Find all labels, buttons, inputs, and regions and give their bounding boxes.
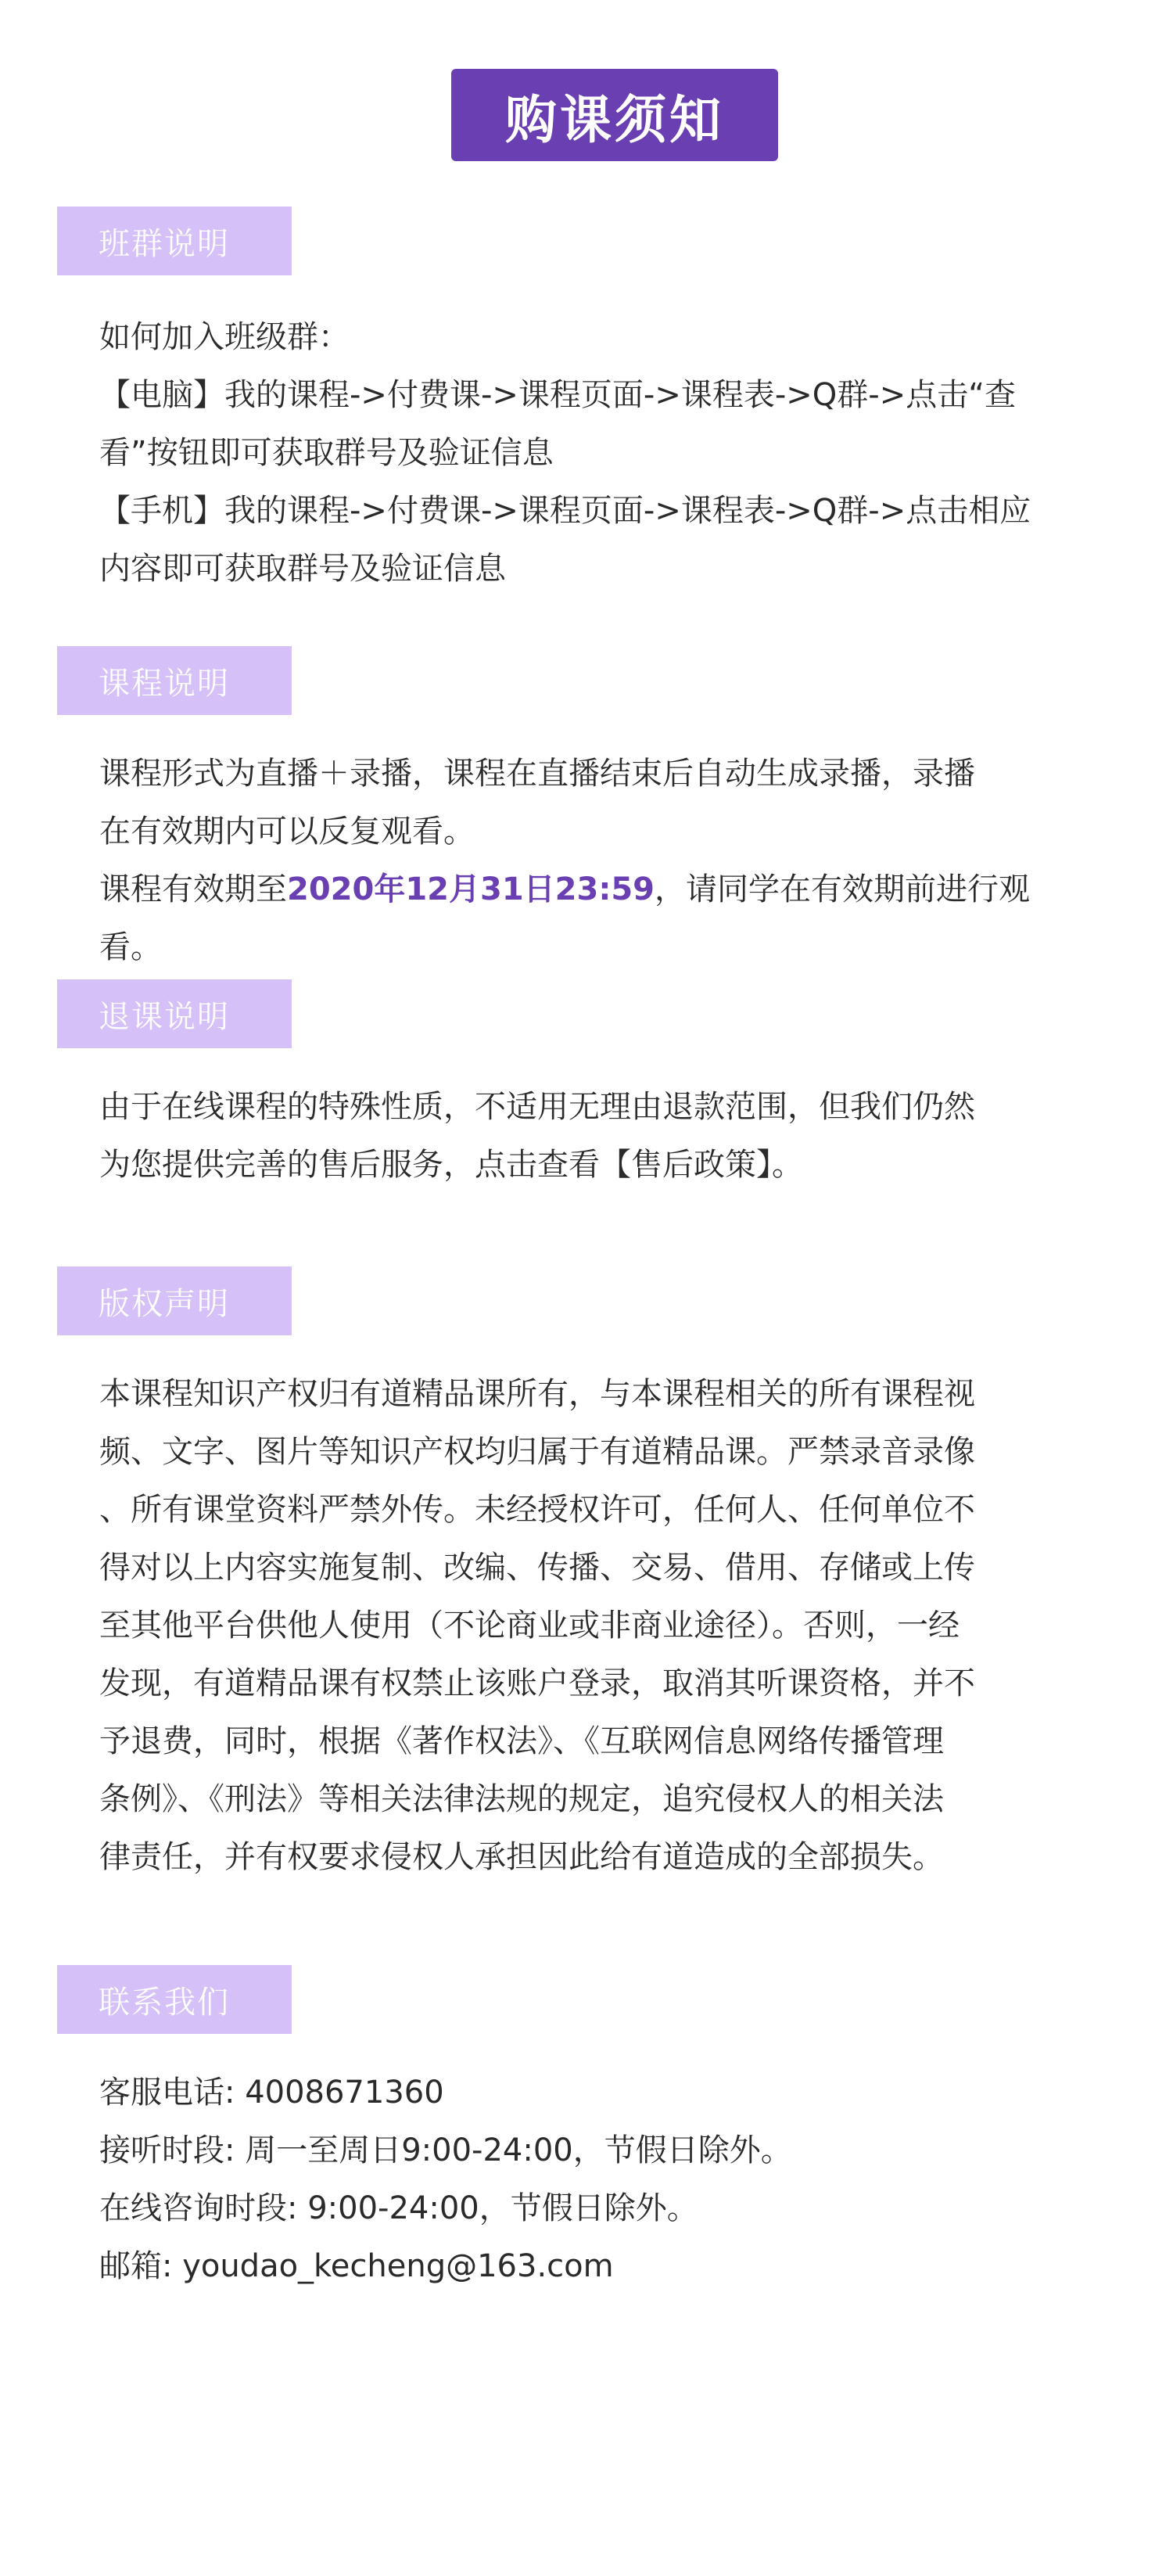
text-line: 在有效期内可以反复观看。	[99, 814, 475, 850]
section-tag-contact: 联系我们	[57, 1965, 292, 2034]
text-line: 内容即可获取群号及验证信息	[99, 551, 506, 587]
text-line: 律责任，并有权要求侵权人承担因此给有道造成的全部损失。	[99, 1839, 944, 1875]
page-title: 购课须知	[451, 69, 778, 161]
section-body-refund	[99, 1078, 1116, 1194]
contact-phone: 客服电话: 4008671360	[99, 2075, 444, 2111]
text-line-refund-policy[interactable]: 为您提供完善的售后服务，点击查看【售后政策】。	[99, 1147, 803, 1183]
text-line: 【电脑】我的课程->付费课->课程页面->课程表->Q群->点击“查	[99, 377, 1016, 413]
text-line: 看”按钮即可获取群号及验证信息	[99, 435, 554, 471]
text-line: 如何加入班级群：	[99, 319, 350, 355]
section-body-class-group	[99, 308, 1116, 598]
text-line: 【手机】我的课程->付费课->课程页面->课程表->Q群->点击相应	[99, 493, 1031, 529]
section-body-contact	[99, 2064, 1116, 2295]
section-body-course	[99, 745, 1116, 976]
contact-online-hours: 在线咨询时段: 9:00-24:00，节假日除外。	[99, 2190, 698, 2226]
expiry-date: 2020年12月31日23:59	[287, 871, 655, 907]
text-line-expiry	[99, 860, 1116, 918]
expiry-prefix: 课程有效期至	[99, 871, 287, 907]
section-tag-class-group: 班群说明	[57, 207, 292, 275]
text-line: 至其他平台供他人使用（不论商业或非商业途径）。否则，一经	[99, 1608, 960, 1644]
contact-hours: 接听时段: 周一至周日9:00-24:00，节假日除外。	[99, 2132, 792, 2168]
text-line: 频、文字、图片等知识产权均归属于有道精品课。严禁录音录像	[99, 1434, 975, 1470]
text-line: 由于在线课程的特殊性质，不适用无理由退款范围，但我们仍然	[99, 1089, 975, 1125]
section-tag-refund: 退课说明	[57, 979, 292, 1048]
section-tag-course: 课程说明	[57, 646, 292, 715]
text-line: 、所有课堂资料严禁外传。未经授权许可，任何人、任何单位不	[99, 1492, 975, 1528]
text-line: 条例》、《刑法》等相关法律法规的规定，追究侵权人的相关法	[99, 1781, 944, 1817]
text-line: 本课程知识产权归有道精品课所有，与本课程相关的所有课程视	[99, 1376, 975, 1412]
text-line: 发现，有道精品课有权禁止该账户登录，取消其听课资格，并不	[99, 1665, 975, 1701]
expiry-suffix: ，请同学在有效期前进行观	[654, 871, 1030, 907]
text-line: 课程形式为直播＋录播，课程在直播结束后自动生成录播，录播	[99, 756, 975, 792]
text-line: 看。	[99, 929, 162, 965]
contact-email: 邮箱: youdao_kecheng@163.com	[99, 2248, 614, 2284]
text-line: 予退费，同时，根据《著作权法》、《互联网信息网络传播管理	[99, 1723, 944, 1759]
section-body-copyright	[99, 1365, 1116, 1886]
section-tag-copyright: 版权声明	[57, 1266, 292, 1335]
text-line: 得对以上内容实施复制、改编、传播、交易、借用、存储或上传	[99, 1550, 975, 1586]
